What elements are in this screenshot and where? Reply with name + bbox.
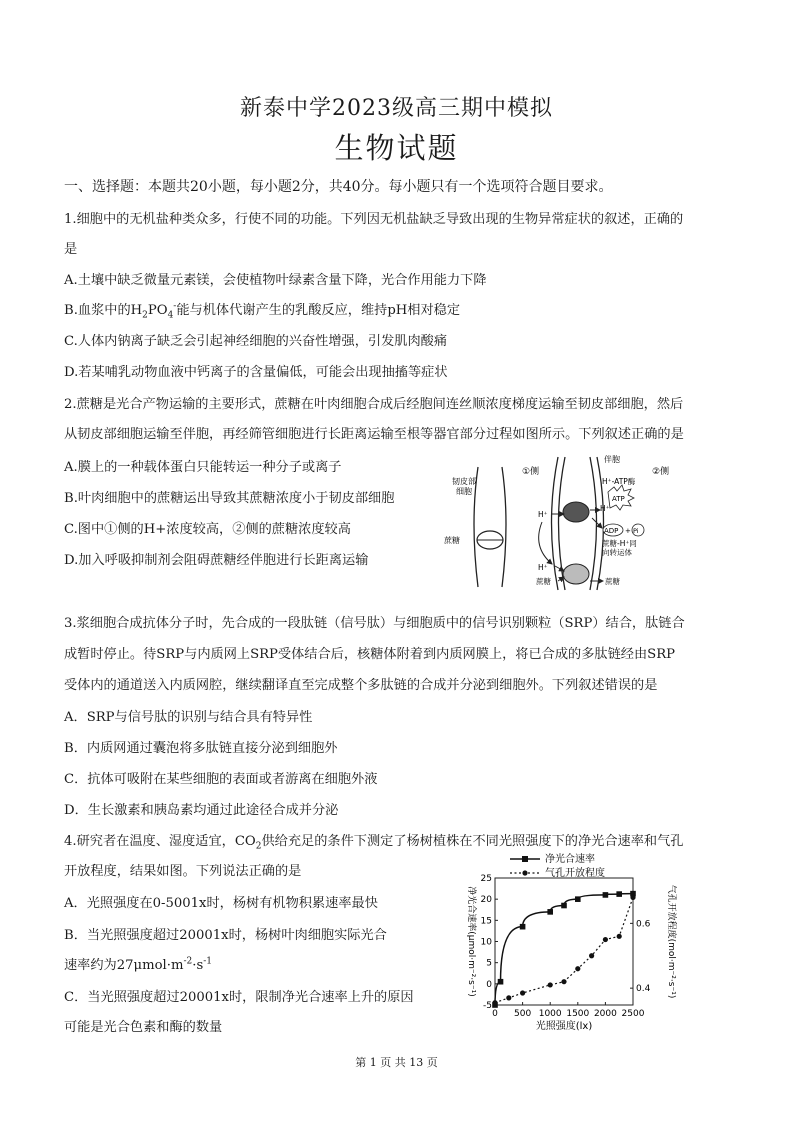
label-cotrans-2: 向转运体 <box>602 548 632 557</box>
q3-option-a: A．SRP与信号肽的识别与结合具有特异性 <box>64 710 313 725</box>
cotransporter-protein <box>563 564 589 584</box>
point-net-photosynthesis <box>603 892 609 898</box>
q1-option-d: D.若某哺乳动物血液中钙离子的含量偏低，可能会出现抽搐等症状 <box>64 365 448 380</box>
y-tick-label: 15 <box>480 916 492 927</box>
label-companion: 伴胞 <box>604 455 620 464</box>
legend-marker-stomatal <box>522 870 527 875</box>
q4-option-b-line1: B．当光照强度超过20001x时，杨树叶肉细胞实际光合 <box>64 928 387 943</box>
y2-tick-label: 0.4 <box>636 984 651 995</box>
y-tick-label: 20 <box>480 895 492 906</box>
q1-stem-line1: 1.细胞中的无机盐种类众多，行使不同的功能。下列因无机盐缺乏导致出现的生物异常症状的叙述，正确的 <box>64 212 684 227</box>
y-axis-label: 净光合速率(μmol·m⁻²·s⁻¹) <box>466 886 476 997</box>
point-stomatal-opening <box>561 979 566 984</box>
svg-text:+: + <box>625 527 631 535</box>
y2-axis-label: 气孔开放程度(mol·m⁻²·s⁻¹) <box>666 884 676 999</box>
subject-title: 生物试题 <box>334 131 459 165</box>
label-sucrose-left: 蔗糖 <box>444 536 460 545</box>
point-net-photosynthesis <box>575 896 581 902</box>
point-net-photosynthesis <box>498 979 504 985</box>
q3-option-b: B．内质网通过囊泡将多肽链直接分泌到细胞外 <box>64 741 338 756</box>
point-net-photosynthesis <box>547 909 553 915</box>
y-tick-label: 25 <box>480 874 492 884</box>
q4-option-a: A．光照强度在0-5001x时，杨树有机物积累速率最快 <box>64 896 378 911</box>
label-side-1: ①侧 <box>522 467 540 477</box>
point-stomatal-opening <box>548 982 553 987</box>
q4-option-c-line1: C．当光照强度超过20001x时，限制净光合速率上升的原因 <box>64 990 414 1005</box>
point-stomatal-opening <box>617 934 622 939</box>
x-axis-label: 光照强度(lx) <box>535 1021 593 1032</box>
x-tick-label: 2500 <box>621 1009 645 1019</box>
q4-stem-line2: 开放程度，结果如图。下列说法正确的是 <box>64 864 302 879</box>
label-hplus-3: H⁺ <box>538 563 548 572</box>
label-cotrans-1: 蔗糖-H⁺同 <box>602 539 637 548</box>
q2-option-d: D.加入呼吸抑制剂会阻碍蔗糖经伴胞进行长距离运输 <box>64 553 369 568</box>
legend-marker-net <box>522 856 528 862</box>
label-hplus-2: H⁺ <box>600 504 610 513</box>
label-pi: Pi <box>633 527 639 535</box>
q2-stem-line1: 2.蔗糖是光合产物运输的主要形式，蔗糖在叶肉细胞合成后经胞间连丝顺浓度梯度运输至韧皮部细胞，然后 <box>64 397 684 412</box>
companion-wall-3 <box>590 457 597 590</box>
x-tick-label: 1000 <box>538 1009 562 1019</box>
label-atpase: H⁺-ATP酶 <box>602 477 636 486</box>
exam-title: 新泰中学2023级高三期中模拟 <box>240 96 553 121</box>
sucrose-transport-diagram <box>440 452 725 592</box>
q4-option-c-line2: 可能是光合色素和酶的数量 <box>64 1020 223 1035</box>
point-stomatal-opening <box>589 953 594 958</box>
point-net-photosynthesis <box>520 924 526 930</box>
y-tick-label: 0 <box>486 979 492 990</box>
q3-stem-line2: 成暂时停止。待SRP与内质网上SRP受体结合后，核糖体附着到内质网膜上，将已合成的多肽链经由SRP <box>64 647 676 662</box>
point-stomatal-opening <box>492 1000 497 1005</box>
q3-stem-line1: 3.浆细胞合成抗体分子时，先合成的一段肽链（信号肽）与细胞质中的信号识别颗粒（SRP）结合，肽链合 <box>64 616 685 631</box>
label-sucrose-mid: 蔗糖 <box>536 577 551 586</box>
page-footer: 第 1 页 共 13 页 <box>355 1056 438 1069</box>
q2-option-a: A.膜上的一种载体蛋白只能转运一种分子或离子 <box>64 460 342 475</box>
q2-option-c: C.图中①侧的H+浓度较高，②侧的蔗糖浓度较高 <box>64 522 351 537</box>
point-stomatal-opening <box>520 990 525 995</box>
q3-option-d: D．生长激素和胰岛素均通过此途径合成并分泌 <box>64 803 339 818</box>
plot-frame <box>495 878 633 1005</box>
x-tick-label: 2000 <box>593 1009 617 1019</box>
q3-stem-line3: 受体内的通道送入内质网腔，继续翻译直至完成整个多肽链的合成并分泌到细胞外。下列叙述错误的是 <box>64 678 658 693</box>
q1-stem-line2: 是 <box>64 242 78 257</box>
label-sucrose-right: 蔗糖 <box>605 577 620 586</box>
y-tick-label: -5 <box>483 1001 492 1011</box>
label-adp: ADP <box>604 527 619 535</box>
q1-option-a: A.土壤中缺乏微量元素镁，会使植物叶绿素含量下降，光合作用能力下降 <box>64 273 487 288</box>
atpase-protein <box>563 502 589 522</box>
x-tick-label: 500 <box>514 1009 532 1019</box>
q2-stem-line2: 从韧皮部细胞运输至伴胞，再经筛管细胞进行长距离运输至根等器官部分过程如图所示。下列叙述正确的是 <box>64 427 684 442</box>
point-net-photosynthesis <box>616 891 622 897</box>
point-stomatal-opening <box>506 995 511 1000</box>
label-phloem-2: 细胞 <box>456 487 472 496</box>
legend-label-net: 净光合速率 <box>545 854 595 865</box>
point-stomatal-opening <box>630 895 635 900</box>
point-net-photosynthesis <box>561 903 567 909</box>
y-tick-label: 10 <box>480 937 492 948</box>
label-phloem-1: 韧皮部 <box>452 477 476 486</box>
series-line-stomatal-opening <box>495 897 633 1002</box>
y-tick-label: 5 <box>486 958 492 969</box>
point-stomatal-opening <box>575 966 580 971</box>
q2-option-b: B.叶肉细胞中的蔗糖运出导致其蔗糖浓度小于韧皮部细胞 <box>64 491 395 506</box>
q3-option-c: C．抗体可吸附在某些细胞的表面或者游离在细胞外液 <box>64 772 378 787</box>
label-hplus-1: H⁺ <box>538 510 548 519</box>
y2-tick-label: 0.6 <box>636 919 651 930</box>
q1-option-c: C.人体内钠离子缺乏会引起神经细胞的兴奋性增强，引发肌肉酸痛 <box>64 334 448 349</box>
x-tick-label: 1500 <box>566 1009 590 1019</box>
x-tick-label: 0 <box>492 1009 498 1019</box>
photosynthesis-chart <box>455 850 725 1035</box>
point-stomatal-opening <box>603 937 608 942</box>
phloem-cell-wall-right <box>502 467 506 587</box>
section-heading: 一、选择题：本题共20小题，每小题2分，共40分。每小题只有一个选项符合题目要求。 <box>64 179 613 195</box>
q1-option-b: B.血浆中的$H_2PO_4^-$能与机体代谢产生的乳酸反应，维持pH相对稳定 <box>64 301 461 321</box>
legend-label-stomatal: 气孔开放程度 <box>545 868 605 879</box>
series-line-net-photosynthesis <box>495 894 633 1005</box>
companion-wall-1 <box>552 457 559 590</box>
label-side-2: ②侧 <box>652 467 670 477</box>
q4-stem-line1: 4.研究者在温度、湿度适宜，$CO_2$供给充足的条件下测定了杨树植株在不同光照强度下的净光合速率和气孔 <box>64 834 684 852</box>
label-atp: ATP <box>612 495 625 503</box>
q4-option-b-line2: 速率约为$27\mu mol\cdot m^{-2}\cdot s^{-1}$ <box>64 956 212 973</box>
